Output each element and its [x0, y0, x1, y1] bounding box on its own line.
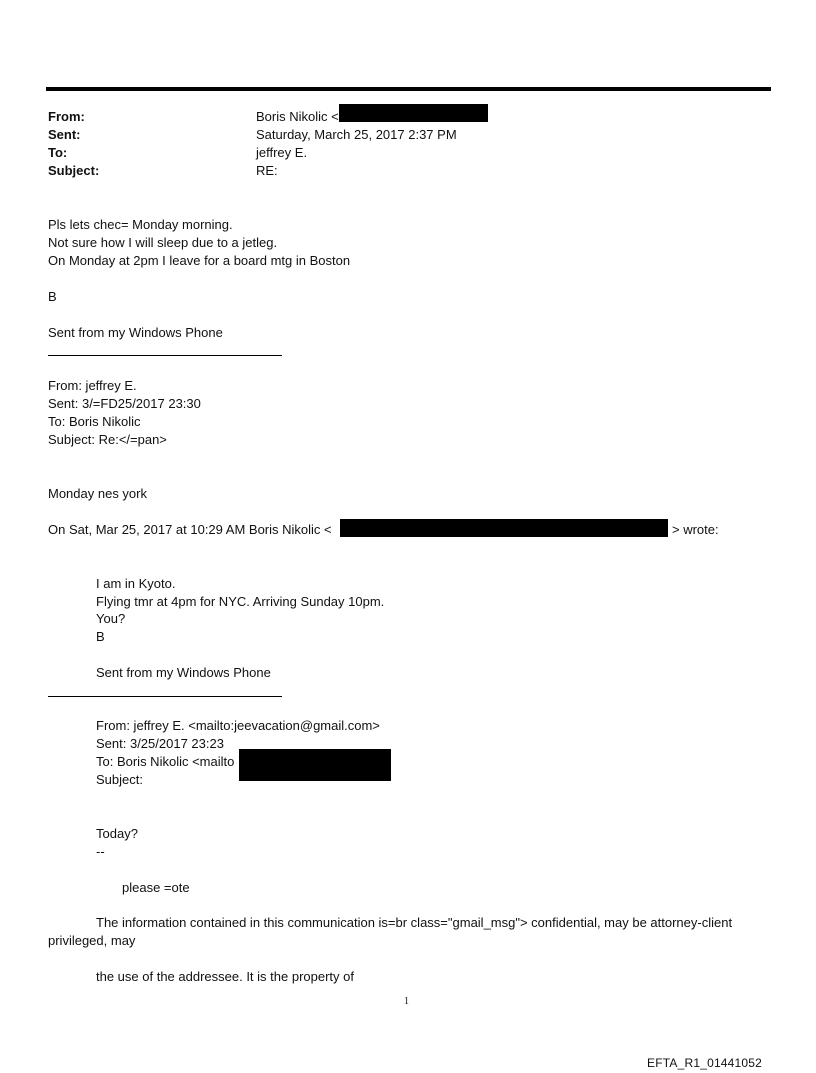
quoted3-sent: Sent: 3/25/2017 23:23 — [96, 736, 224, 751]
sent-value: Saturday, March 25, 2017 2:37 PM — [256, 127, 457, 142]
quoted3-body: Today? — [96, 826, 138, 841]
from-value: Boris Nikolic < — [256, 109, 339, 124]
quoted-body: Monday nes york — [48, 486, 147, 501]
quoted2-sent-from: Sent from my Windows Phone — [96, 665, 271, 680]
disclaimer-line-3: the use of the addressee. It is the property of — [96, 969, 354, 984]
quoted-to: To: Boris Nikolic — [48, 414, 141, 429]
quoted3-subject: Subject: — [96, 772, 143, 787]
body-line-2: Not sure how I will sleep due to a jetleg. — [48, 235, 278, 250]
disclaimer-line-2: privileged, may — [48, 933, 136, 948]
body-line-3: On Monday at 2pm I leave for a board mtg in Boston — [48, 253, 351, 268]
please-note-line: please =ote — [122, 880, 190, 895]
to-value: jeffrey E. — [256, 145, 308, 160]
subject-value: RE: — [256, 163, 278, 178]
separator-line — [48, 696, 282, 697]
quoted-subject: Subject: Re:</=pan> — [48, 432, 167, 447]
top-rule — [46, 87, 771, 91]
disclaimer-line-1: The information contained in this communication is=br class="gmail_msg"> confidential, may be attorney-client — [96, 915, 733, 930]
redaction-box — [239, 749, 391, 781]
from-label: From: — [48, 109, 85, 124]
quoted2-line-3: You? — [96, 611, 126, 626]
to-label: To: — [48, 145, 68, 160]
subject-label: Subject: — [48, 163, 100, 178]
quoted2-line-1: I am in Kyoto. — [96, 576, 176, 591]
quoted3-to: To: Boris Nikolic <mailto — [96, 754, 235, 769]
quoted3-from: From: jeffrey E. <mailto:jeevacation@gmail.com> — [96, 718, 380, 733]
quoted2-line-2: Flying tmr at 4pm for NYC. Arriving Sunday 10pm. — [96, 594, 385, 609]
quoted3-dashes: -- — [96, 844, 105, 859]
sent-label: Sent: — [48, 127, 81, 142]
quoted-from: From: jeffrey E. — [48, 378, 137, 393]
document-id: EFTA_R1_01441052 — [647, 1056, 763, 1070]
sent-from-line: Sent from my Windows Phone — [48, 325, 223, 340]
body-signoff: B — [48, 289, 57, 304]
quoted2-signoff: B — [96, 629, 105, 644]
redaction-box — [340, 519, 668, 537]
quoted-sent: Sent: 3/=FD25/2017 23:30 — [48, 396, 201, 411]
body-line-1: Pls lets chec= Monday morning. — [48, 217, 233, 232]
page-number: 1 — [404, 996, 409, 1007]
attribution-start: On Sat, Mar 25, 2017 at 10:29 AM Boris Nikolic < — [48, 522, 332, 537]
attribution-end: > wrote: — [672, 522, 719, 537]
separator-line — [48, 355, 282, 356]
redaction-box — [339, 104, 488, 122]
